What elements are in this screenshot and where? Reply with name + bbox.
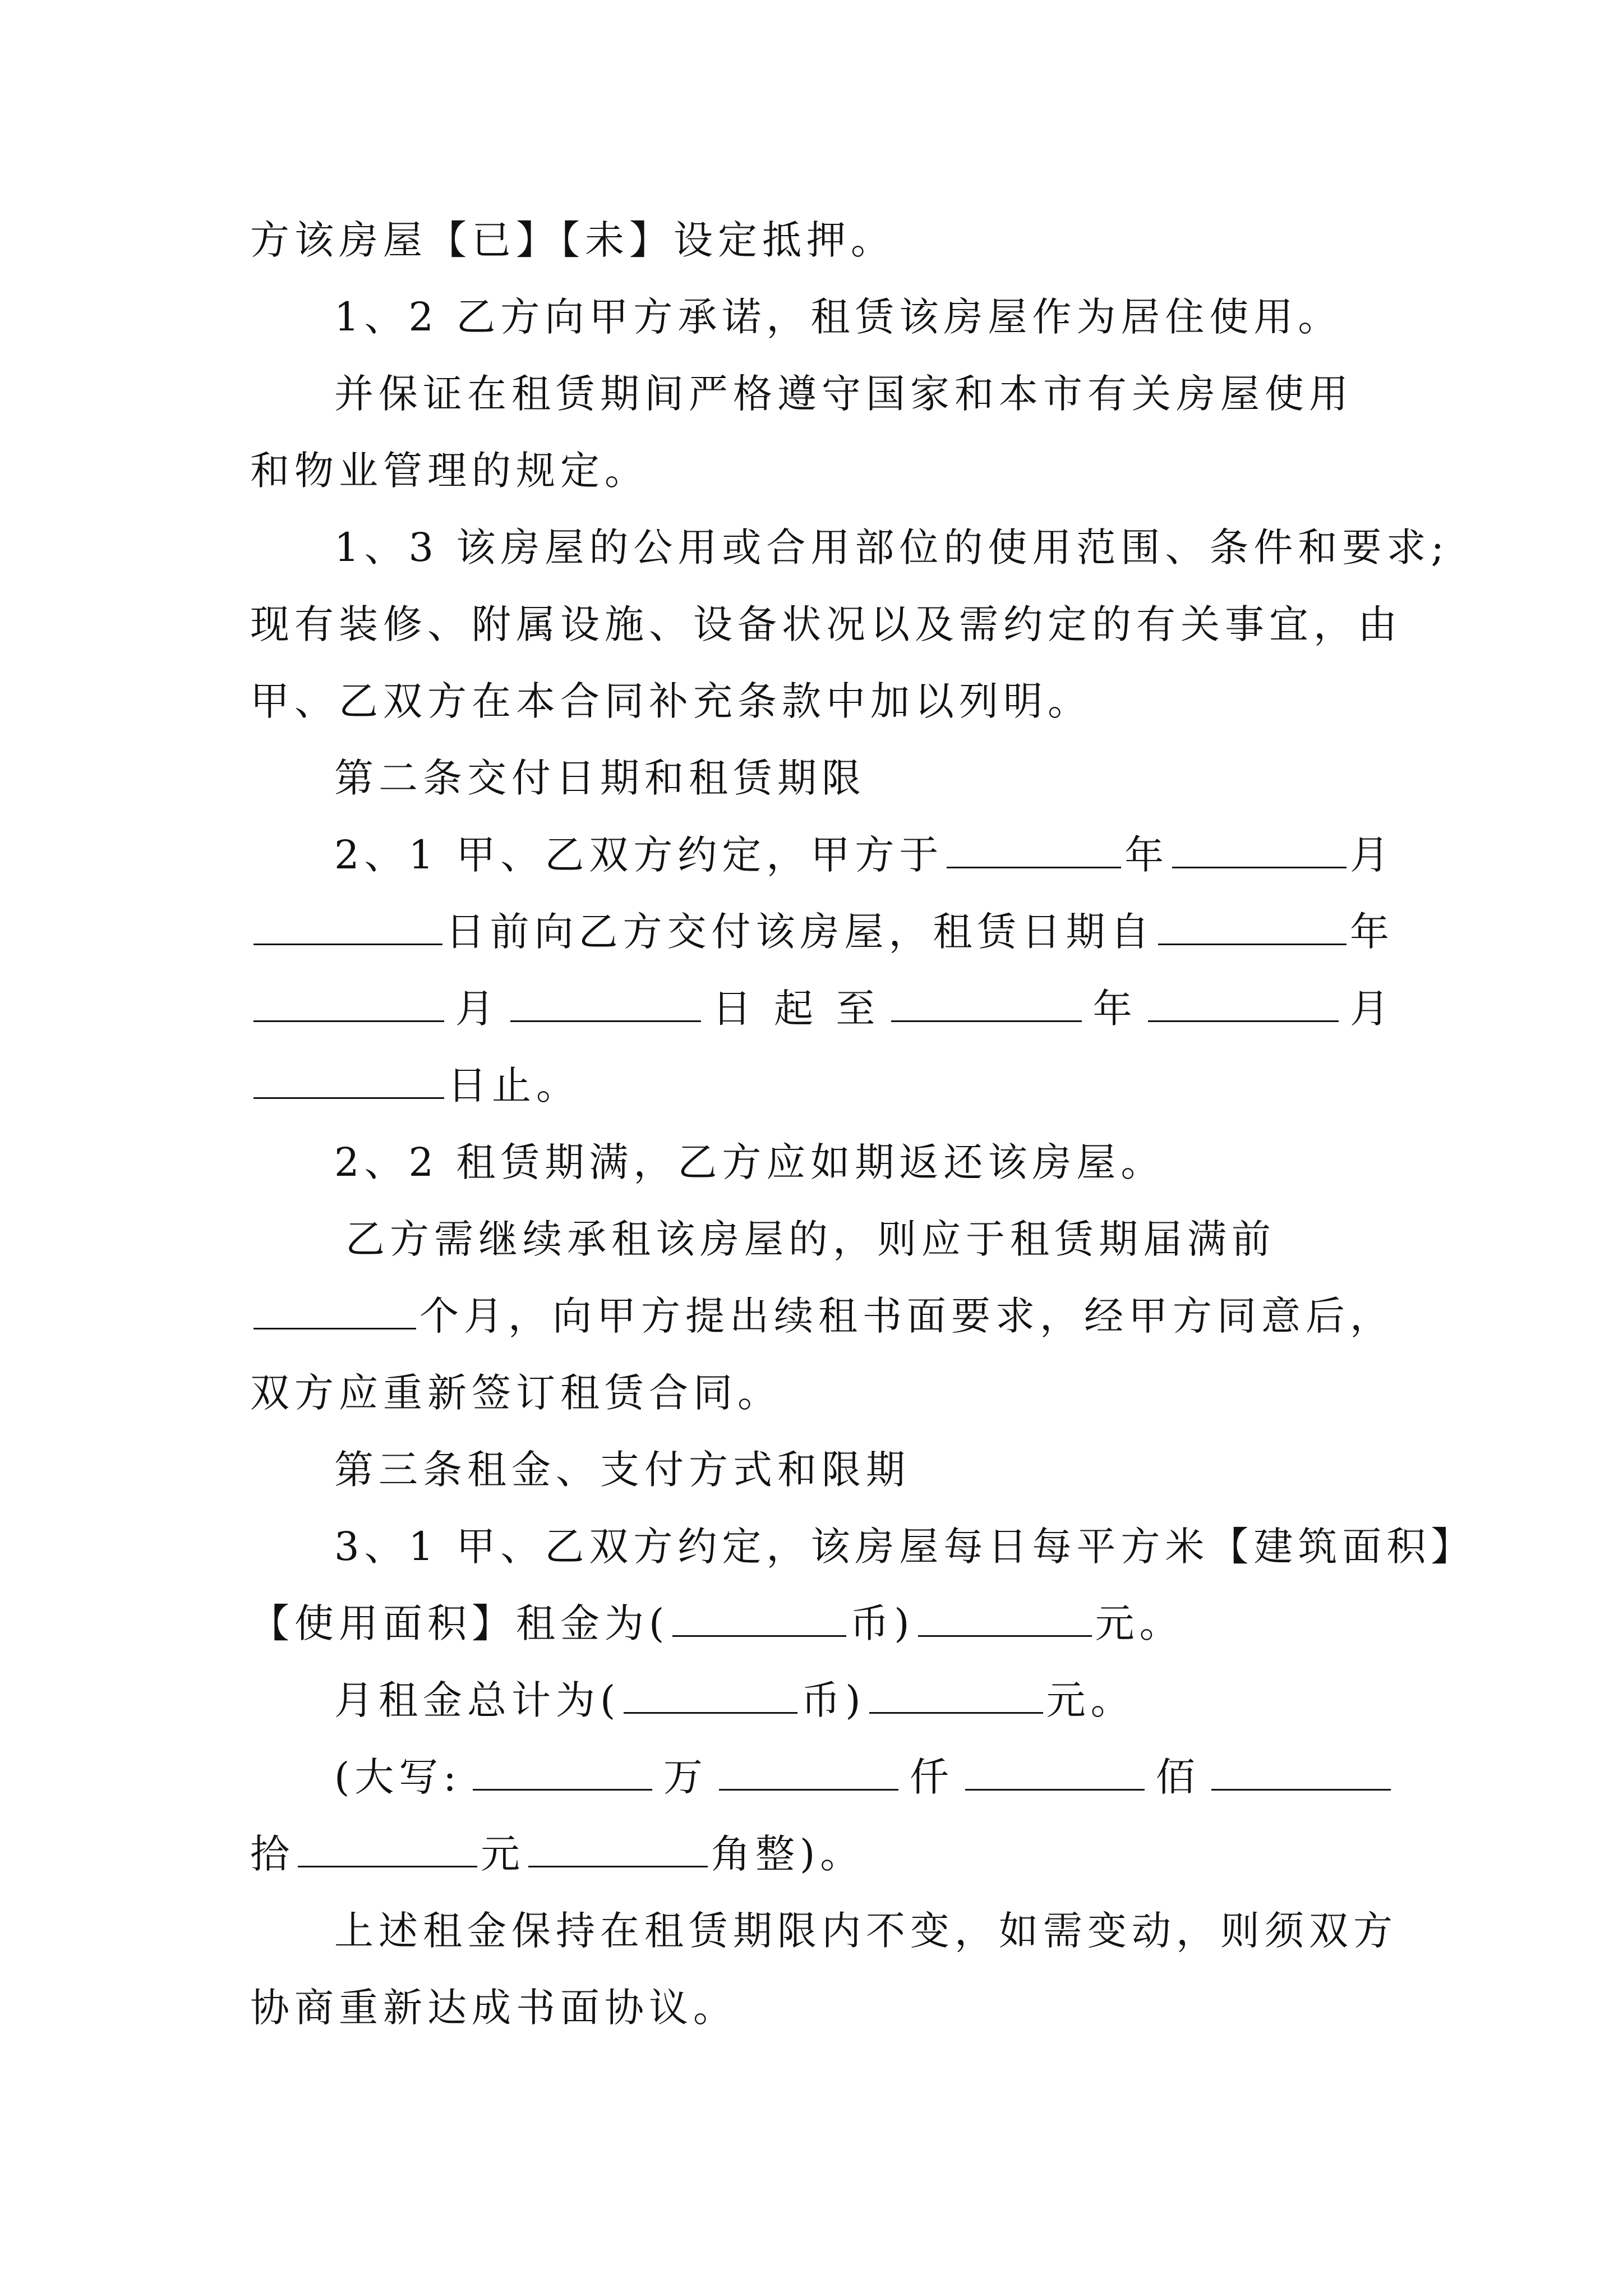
unit-label: 年: [1092, 986, 1137, 1032]
clause-text: 日 起 至: [712, 986, 880, 1032]
fill-blank-end-month[interactable]: [1148, 981, 1339, 1022]
amount-in-words-line1: [250, 1739, 1394, 1816]
clause-text: 日止。: [448, 1062, 580, 1108]
clause-text: 乙方需继续承租该房屋的，则应于租赁期届满前: [345, 1216, 1276, 1262]
unit-label: 年: [1350, 909, 1394, 955]
contract-body: [250, 202, 1476, 2046]
clause-text: 并保证在租赁期间严格遵守国家和本市有关房屋使用: [334, 371, 1353, 417]
unit-label: 角整)。: [711, 1831, 865, 1877]
monthly-rent-line: [250, 1662, 1394, 1739]
unit-label: 元: [481, 1831, 525, 1877]
unit-label: 币): [850, 1600, 915, 1646]
fill-blank-yuan[interactable]: [298, 1826, 477, 1867]
clause-2-2: [250, 1124, 1394, 1201]
unit-label: 佰: [1155, 1754, 1200, 1800]
article-title: 第三条租金、支付方式和限期: [334, 1447, 910, 1493]
clause-text: (大写:: [334, 1754, 462, 1800]
clause-2-1-line3: [250, 970, 1394, 1047]
fill-blank-start-year[interactable]: [1158, 904, 1347, 945]
clause-text: 方该房屋【已】【未】设定抵押。: [250, 217, 895, 263]
clause-2-2-continued-line2: [250, 1278, 1394, 1355]
rent-fixed-clause-line2: [250, 1970, 1394, 2046]
unit-label: 元。: [1095, 1600, 1184, 1646]
rent-fixed-clause: [250, 1893, 1398, 1970]
clause-1-2-continued: [250, 356, 1394, 432]
clause-text: 甲、乙双方在本合同补充条款中加以列明。: [250, 678, 1092, 724]
fill-blank-end-day[interactable]: [253, 1058, 444, 1099]
article-3-heading: [250, 1432, 1394, 1508]
fill-blank-start-day[interactable]: [510, 981, 701, 1022]
unit-label: 年: [1124, 832, 1169, 878]
unit-label: 仟: [909, 1754, 954, 1800]
fill-blank-monthly-rent[interactable]: [869, 1673, 1043, 1714]
fill-blank-year[interactable]: [947, 827, 1121, 868]
article-title: 第二条交付日期和租赁期限: [334, 755, 866, 801]
fill-blank-jiao[interactable]: [528, 1826, 708, 1867]
fill-blank-daily-rent[interactable]: [918, 1596, 1092, 1637]
clause-text: 现有装修、附属设施、设备状况以及需约定的有关事宜，由: [250, 601, 1402, 647]
clause-1-2-continued-line2: [250, 432, 1394, 509]
clause-text: 日前向乙方交付该房屋，租赁日期自: [445, 909, 1155, 955]
clause-2-2-continued: [250, 1201, 1394, 1278]
clause-1-3-line3: [250, 663, 1394, 740]
clause-1-1-tail: [250, 202, 1394, 279]
clause-3-1: [250, 1508, 1476, 1585]
fill-blank-bai[interactable]: [965, 1750, 1145, 1791]
clause-text: 2、1 甲、乙双方约定，甲方于: [334, 832, 944, 878]
fill-blank-monthly-currency[interactable]: [624, 1673, 797, 1714]
fill-blank-start-month[interactable]: [253, 981, 444, 1022]
fill-blank-months[interactable]: [253, 1289, 416, 1329]
fill-blank-qian[interactable]: [719, 1750, 898, 1791]
unit-label: 万: [663, 1754, 708, 1800]
clause-text: 1、3 该房屋的公用或合用部位的使用范围、条件和要求;: [334, 524, 1449, 570]
clause-text: 【使用面积】租金为(: [250, 1600, 670, 1646]
clause-3-1-line2: [250, 1585, 1394, 1662]
clause-2-1-line4: [250, 1047, 1394, 1124]
fill-blank-shi[interactable]: [1211, 1750, 1391, 1791]
clause-1-2: [250, 279, 1394, 356]
unit-label: 拾: [250, 1831, 294, 1877]
unit-label: 月: [455, 986, 500, 1032]
clause-text: 和物业管理的规定。: [250, 448, 649, 494]
clause-text: 月租金总计为(: [334, 1677, 621, 1723]
clause-1-3: [250, 509, 1449, 586]
fill-blank-day[interactable]: [253, 904, 442, 945]
clause-text: 3、1 甲、乙双方约定，该房屋每日每平方米【建筑面积】: [334, 1524, 1476, 1570]
clause-text: 2、2 租赁期满，乙方应如期返还该房屋。: [334, 1139, 1165, 1185]
unit-label: 元。: [1046, 1677, 1135, 1723]
clause-text: 协商重新达成书面协议。: [250, 1985, 737, 2031]
fill-blank-wan[interactable]: [473, 1750, 652, 1791]
clause-text: 个月，向甲方提出续租书面要求，经甲方同意后，: [419, 1293, 1394, 1339]
clause-text: 上述租金保持在租赁期限内不变，如需变动，则须双方: [334, 1908, 1398, 1954]
amount-in-words-line2: [250, 1816, 1394, 1893]
unit-label: 币): [801, 1677, 866, 1723]
unit-label: 月: [1349, 832, 1394, 878]
unit-label: 月: [1350, 986, 1394, 1032]
clause-1-3-line2: [250, 586, 1402, 663]
article-2-heading: [250, 740, 1394, 817]
clause-2-1-line1: [250, 817, 1394, 894]
clause-text: 双方应重新签订租赁合同。: [250, 1370, 782, 1416]
clause-2-1-line2: [250, 894, 1394, 970]
clause-text: 1、2 乙方向甲方承诺，租赁该房屋作为居住使用。: [334, 294, 1343, 340]
clause-2-2-continued-line3: [250, 1355, 1394, 1432]
fill-blank-end-year[interactable]: [891, 981, 1082, 1022]
fill-blank-month[interactable]: [1172, 827, 1347, 868]
fill-blank-currency[interactable]: [672, 1596, 846, 1637]
